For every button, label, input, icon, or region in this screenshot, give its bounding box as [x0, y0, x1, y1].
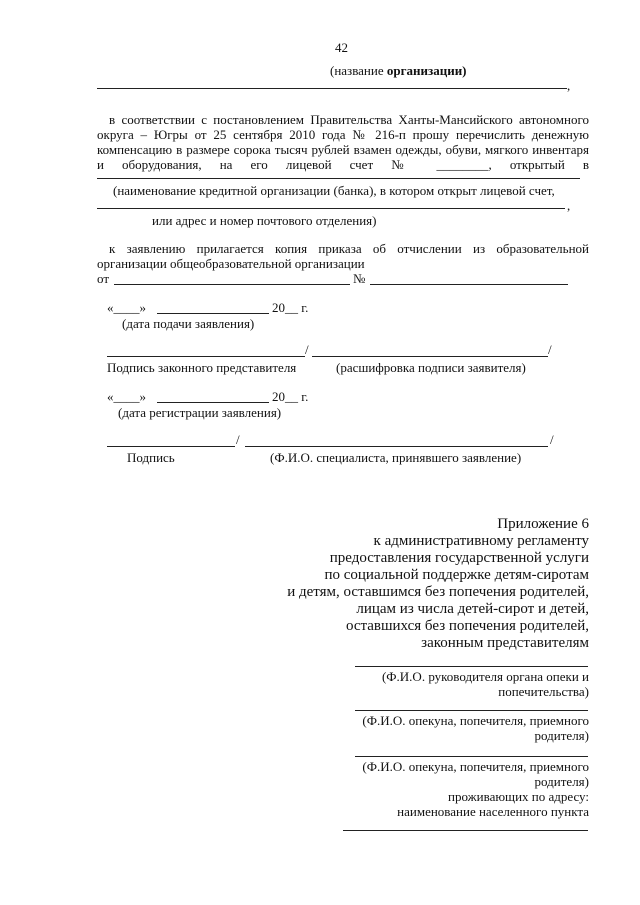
sig1-decode-caption: (расшифровка подписи заявителя)	[336, 360, 526, 375]
appendix-line: и детям, оставшимся без попечения родителей,	[287, 584, 589, 600]
appendix-line: по социальной поддержке детям-сиротам	[324, 567, 589, 583]
bank-field-line[interactable]	[97, 178, 580, 179]
address-caption: или адрес и номер почтового отделения)	[152, 213, 377, 228]
head-fio-caption: попечительства)	[498, 684, 589, 699]
org-field-line[interactable]	[97, 88, 567, 89]
appendix-line: предоставления государственной услуги	[329, 550, 589, 566]
order-number-line[interactable]	[370, 284, 568, 285]
appendix-line: законным представителям	[421, 635, 589, 651]
quote-close: »	[139, 389, 146, 404]
quote-close: »	[139, 300, 146, 315]
comma: ,	[567, 78, 571, 93]
from-label: от	[97, 271, 110, 286]
sig2-caption: Подпись	[127, 450, 175, 465]
address-label: проживающих по адресу:	[448, 789, 589, 804]
slash: /	[305, 342, 309, 357]
sig1-line[interactable]	[107, 356, 305, 357]
appendix-line: лицам из числа детей-сирот и детей,	[356, 601, 589, 617]
sig2-line[interactable]	[107, 446, 235, 447]
settlement-label: наименование населенного пункта	[397, 804, 589, 819]
org-caption	[330, 63, 467, 78]
para1-line4	[97, 157, 589, 172]
guardian2-caption: родителя)	[534, 774, 589, 789]
day-blank[interactable]: ____	[113, 300, 140, 315]
date2	[107, 389, 146, 404]
slash: /	[548, 342, 552, 357]
head-fio-line[interactable]	[355, 666, 588, 667]
date1-caption: (дата подачи заявления)	[122, 316, 255, 331]
guardian1-caption: (Ф.И.О. опекуна, попечителя, приемного	[362, 713, 589, 728]
slash: /	[236, 432, 240, 447]
year-label: 20__ г.	[272, 389, 309, 404]
year-label: 20__ г.	[272, 300, 309, 315]
bank-caption: (наименование кредитной организации (банка), в котором открыт лицевой счет,	[113, 183, 555, 198]
sig1-caption: Подпись законного представителя	[107, 360, 297, 375]
para1-line1: в соответствии с постановлением Правительства Ханты-Мансийского автономного	[109, 112, 589, 127]
para2-line1: к заявлению прилагается копия приказа об отчислении из образовательной	[109, 241, 589, 256]
settlement-field-line[interactable]	[343, 830, 588, 831]
month-field-line[interactable]	[157, 313, 269, 314]
sig2-fio-caption: (Ф.И.О. специалиста, принявшего заявление)	[270, 450, 522, 465]
org-caption-bold: организации)	[386, 63, 467, 78]
sig2-fio-line[interactable]	[245, 446, 548, 447]
appendix-line: к административному регламенту	[373, 533, 589, 549]
month-field-line[interactable]	[157, 402, 269, 403]
para1-line4-text: и оборудования, на его лицевой счет №	[97, 157, 419, 172]
number-sign: №	[353, 271, 366, 286]
order-date-line[interactable]	[114, 284, 350, 285]
sig1-decode-line[interactable]	[312, 356, 548, 357]
comma: ,	[567, 198, 571, 213]
para1-line3: компенсацию в размере сорока тысяч рублей взамен одежды, обуви, мягкого инвентаря	[97, 142, 589, 157]
appendix-line: Приложение 6	[497, 516, 589, 532]
org-caption-prefix: (название	[330, 63, 387, 78]
account-number-blank[interactable]: ________	[436, 157, 489, 172]
guardian2-caption: (Ф.И.О. опекуна, попечителя, приемного	[362, 759, 589, 774]
guardian1-caption: родителя)	[534, 728, 589, 743]
appendix-header	[189, 516, 589, 652]
date1	[107, 300, 146, 315]
para1-line2: округа – Югры от 25 сентября 2010 года № 216-п прошу перечислить денежную	[97, 127, 589, 142]
quote-open: «	[107, 389, 114, 404]
page-number: 42	[335, 40, 348, 55]
date2-caption: (дата регистрации заявления)	[118, 405, 282, 420]
day-blank[interactable]: ____	[113, 389, 140, 404]
address-field-line[interactable]	[97, 208, 565, 209]
appendix-line: оставшихся без попечения родителей,	[345, 618, 589, 634]
head-fio-caption: (Ф.И.О. руководителя органа опеки и	[381, 669, 589, 684]
slash: /	[550, 432, 554, 447]
para1-line4-tail: , открытый в	[488, 157, 589, 172]
guardian2-fio-line[interactable]	[355, 756, 588, 757]
para2-line2: организации общеобразовательной организации	[97, 256, 365, 271]
guardian1-fio-line[interactable]	[355, 710, 588, 711]
quote-open: «	[107, 300, 114, 315]
